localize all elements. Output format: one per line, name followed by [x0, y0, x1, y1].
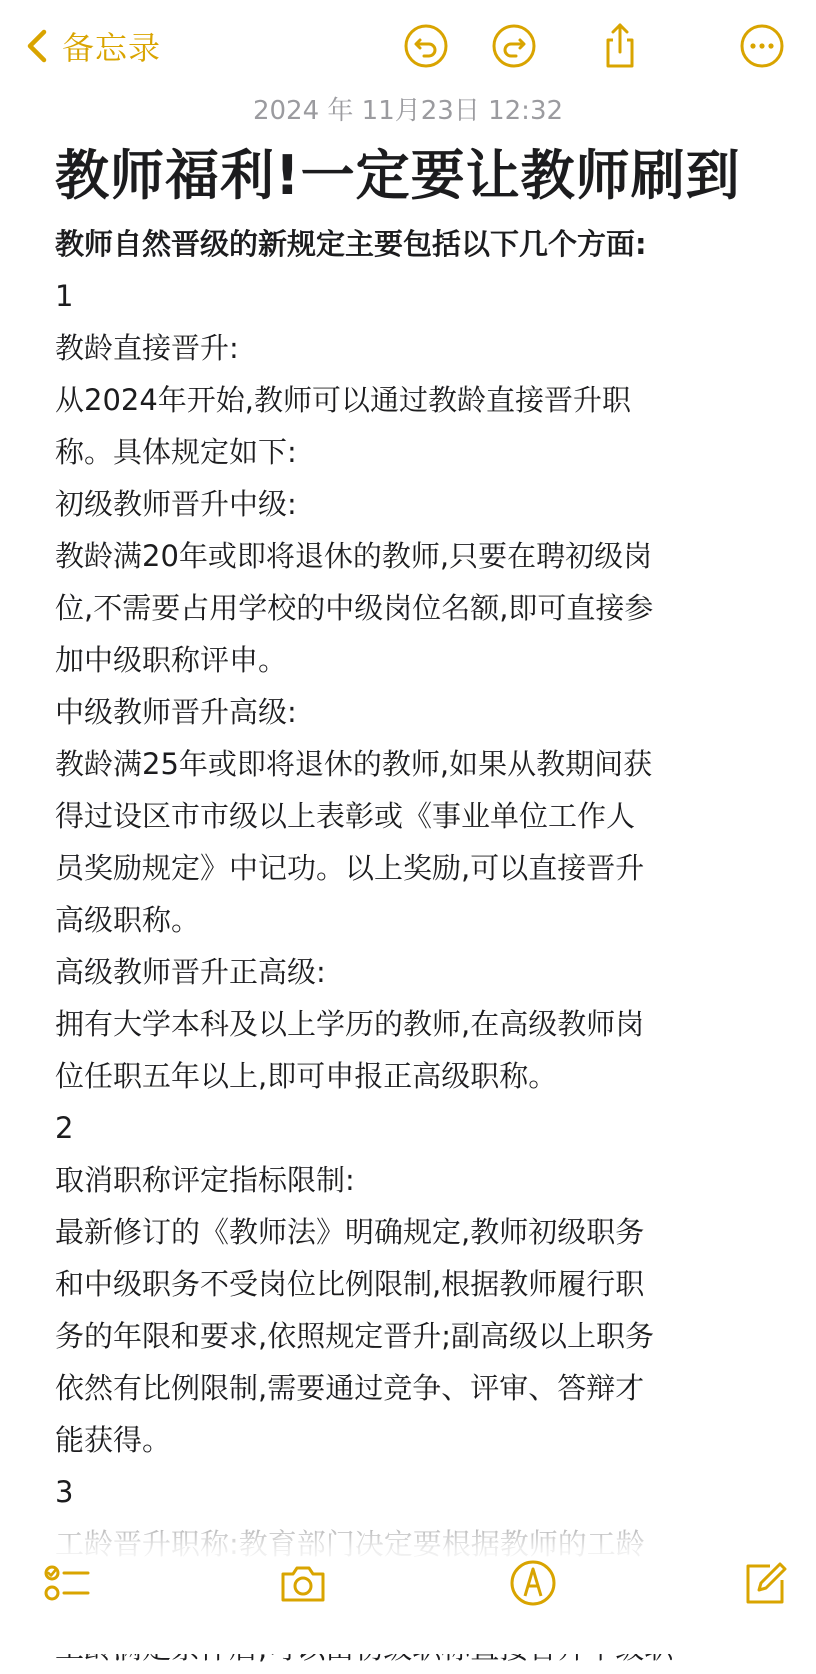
redo-button[interactable]	[490, 22, 538, 70]
note-line: 从2024年开始,教师可以通过教龄直接晋升职	[55, 383, 632, 417]
note-line: 依然有比例限制,需要通过竞争、评审、答辩才	[55, 1371, 645, 1405]
note-line: 取消职称评定指标限制:	[55, 1163, 355, 1197]
compose-icon	[740, 1558, 790, 1608]
markup-pen-icon	[508, 1558, 558, 1608]
note-line: 得过设区市市级以上表彰或《事业单位工作人	[55, 799, 636, 833]
note-line: 员奖励规定》中记功。以上奖励,可以直接晋升	[55, 851, 645, 885]
more-button[interactable]	[738, 22, 786, 70]
camera-button[interactable]	[278, 1558, 328, 1608]
note-timestamp: 2024 年 11月23日 12:32	[252, 96, 564, 126]
back-button[interactable]	[22, 18, 161, 74]
camera-icon	[278, 1558, 328, 1608]
note-subheading: 教师自然晋级的新规定主要包括以下几个方面:	[55, 227, 647, 261]
chevron-left-icon	[22, 26, 52, 66]
note-line: 初级教师晋升中级:	[55, 487, 297, 521]
note-line: 能获得。	[55, 1423, 172, 1457]
note-title: 教师福利!一定要让教师刷到	[55, 144, 741, 207]
note-line: 最新修订的《教师法》明确规定,教师初级职务	[55, 1215, 645, 1249]
compose-button[interactable]	[740, 1558, 790, 1608]
note-line: 称。具体规定如下:	[55, 435, 297, 469]
markup-button[interactable]	[508, 1558, 558, 1608]
note-line: 3	[55, 1475, 74, 1509]
note-line: 高级职称。	[55, 903, 201, 937]
checklist-icon	[42, 1558, 92, 1608]
more-icon	[738, 22, 786, 70]
share-button[interactable]	[596, 22, 644, 70]
note-line: 高级教师晋升正高级:	[55, 955, 326, 989]
top-navigation-bar	[0, 0, 816, 92]
note-line: 和中级职务不受岗位比例限制,根据教师履行职	[55, 1267, 645, 1301]
bottom-toolbar	[0, 1548, 816, 1618]
note-line: 位任职五年以上,即可申报正高级职称。	[55, 1059, 558, 1093]
checklist-button[interactable]	[42, 1558, 92, 1608]
note-line: 1	[55, 279, 74, 313]
note-lines	[55, 270, 790, 1518]
note-line: 教龄满20年或即将退休的教师,只要在聘初级岗	[55, 539, 653, 573]
note-line: 2	[55, 1111, 74, 1145]
note-line: 教龄直接晋升:	[55, 331, 239, 365]
back-button-label: 备忘录	[62, 29, 162, 67]
note-line: 加中级职称评申。	[55, 643, 288, 677]
share-icon	[596, 22, 644, 70]
note-line: 拥有大学本科及以上学历的教师,在高级教师岗	[55, 1007, 645, 1041]
undo-button[interactable]	[402, 22, 450, 70]
note-line: 中级教师晋升高级:	[55, 695, 297, 729]
note-body[interactable]	[55, 134, 790, 1534]
note-line: 教龄满25年或即将退休的教师,如果从教期间获	[55, 747, 653, 781]
redo-icon	[490, 22, 538, 70]
undo-icon	[402, 22, 450, 70]
note-line: 务的年限和要求,依照规定晋升;副高级以上职务	[55, 1319, 654, 1353]
note-line: 位,不需要占用学校的中级岗位名额,即可直接参	[55, 591, 654, 625]
